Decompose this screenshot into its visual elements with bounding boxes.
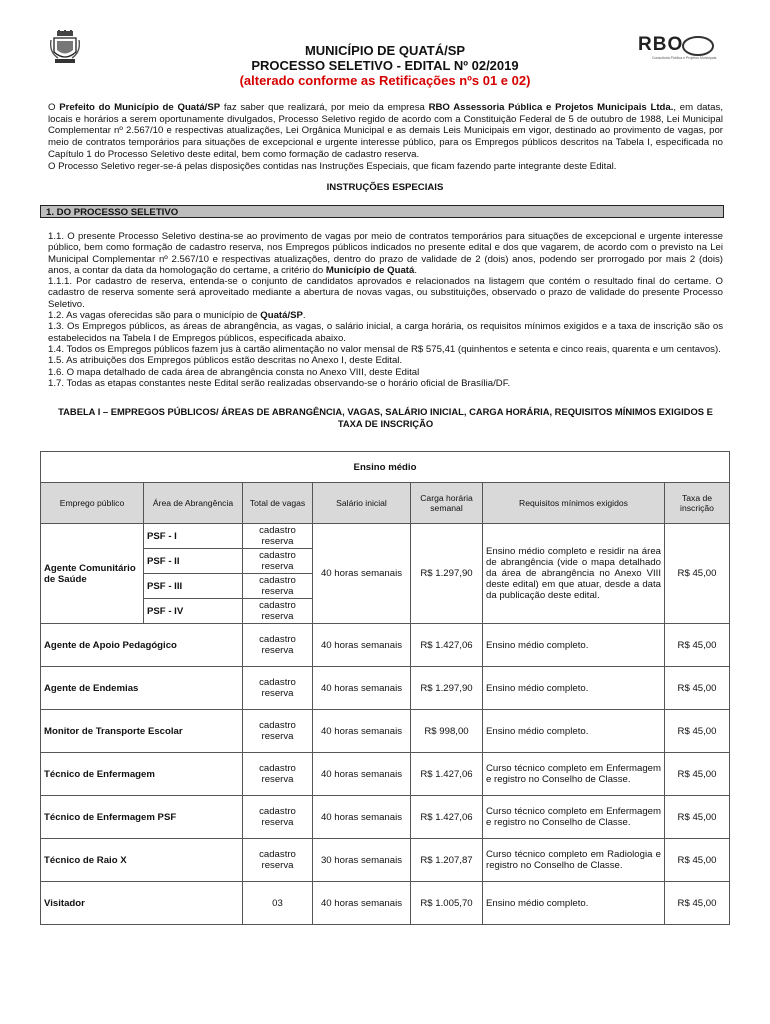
cell-vagas: 03 xyxy=(243,882,313,925)
table-row xyxy=(41,753,730,796)
cell-area: PSF - II xyxy=(144,549,243,574)
item-1-3: 1.3. Os Empregos públicos, as áreas de abrangência, as vagas, o salário inicial, a carga horária, os requisitos mínimos exigidos e a taxa de inscrição são os estabelecidos na Tabela I de Empregos públicos, especificada abaixo. xyxy=(48,321,723,344)
cell-vagas: cadastro reserva xyxy=(243,839,313,882)
cell-emprego: Agente Comunitário de Saúde xyxy=(41,524,144,624)
item-1-6: 1.6. O mapa detalhado de cada área de abrangência consta no Anexo VIII, deste Edital xyxy=(48,366,420,378)
cell-requisitos: Ensino médio completo e residir na área de abrangência (vide o mapa detalhado da área de abrangência no Anexo VIII deste edital) em que atuar, desde a data da publicação deste edital. xyxy=(483,524,665,624)
intro-paragraph-1: O Prefeito do Município de Quatá/SP faz saber que realizará, por meio da empresa RBO Assessoria Pública e Projetos Municipais Ltda., em datas, locais e horários a serem oportunamente divulgados, Processo Seletivo regido de acordo com a Constituição Federal de 5 de outubro de 1988, Lei Municipal Complementar nº 2.567/10 e respectivas atualizações, Lei Orgânica Municipal e as demais Leis Municipais em vigor, destinado ao provimento de vagas, por meio de contratos temporários para situações de excepcional e urgente interesse público, para os Empregos públicos descritos na Tabela I, especificada no Capítulo 1 do Processo Seletivo deste edital, bem como formação de cadastro reserva. xyxy=(48,102,723,160)
col-header-area: Área de Abrangência xyxy=(144,483,243,524)
cell-vagas: cadastro reserva xyxy=(243,524,313,549)
table-row xyxy=(41,710,730,753)
cell-vagas: cadastro reserva xyxy=(243,796,313,839)
cell-horas: 30 horas semanais xyxy=(313,839,411,882)
cell-emprego: Agente de Endemias xyxy=(41,667,243,710)
cell-taxa: R$ 45,00 xyxy=(665,753,730,796)
cell-taxa: R$ 45,00 xyxy=(665,524,730,624)
intro-paragraphs xyxy=(48,102,723,172)
cell-emprego: Monitor de Transporte Escolar xyxy=(41,710,243,753)
section-heading: 1. DO PROCESSO SELETIVO xyxy=(40,205,724,218)
header-municipality: MUNICÍPIO DE QUATÁ/SP xyxy=(304,43,466,58)
cell-valor: R$ 998,00 xyxy=(411,710,483,753)
cell-requisitos: Curso técnico completo em Radiologia e registro no Conselho de Classe. xyxy=(483,839,665,882)
rbo-logo-text: RBO xyxy=(638,34,684,55)
item-1-7: 1.7. Todas as etapas constantes neste Edital serão realizadas observando-se o horário oficial de Brasília/DF. xyxy=(48,377,511,389)
cell-vagas: cadastro reserva xyxy=(243,667,313,710)
jobs-table xyxy=(40,451,730,925)
cell-requisitos: Ensino médio completo. xyxy=(483,710,665,753)
cell-horas: 40 horas semanais xyxy=(313,624,411,667)
item-1-2: 1.2. As vagas oferecidas são para o município de Quatá/SP. xyxy=(48,310,306,322)
cell-horas: 40 horas semanais xyxy=(313,796,411,839)
cell-horas: 40 horas semanais xyxy=(313,524,411,624)
cell-requisitos: Ensino médio completo. xyxy=(483,624,665,667)
cell-emprego: Técnico de Enfermagem PSF xyxy=(41,796,243,839)
cell-area: PSF - IV xyxy=(144,599,243,624)
cell-valor: R$ 1.427,06 xyxy=(411,753,483,796)
col-header-taxa: Taxa de inscrição xyxy=(665,483,730,524)
cell-vagas: cadastro reserva xyxy=(243,549,313,574)
document-header xyxy=(0,43,770,88)
col-header-vagas: Total de vagas xyxy=(243,483,313,524)
col-header-salario: Salário inicial xyxy=(313,483,411,524)
cell-valor: R$ 1.427,06 xyxy=(411,796,483,839)
header-amendment: (alterado conforme as Retificações nºs 01 e 02) xyxy=(239,73,531,88)
cell-horas: 40 horas semanais xyxy=(313,753,411,796)
cell-taxa: R$ 45,00 xyxy=(665,839,730,882)
item-1-4: 1.4. Todos os Empregos públicos fazem jus à cartão alimentação no valor mensal de R$ 575,41 (quinhentos e setenta e cinco reais, quarenta e um centavos). xyxy=(48,343,721,355)
col-header-requisitos: Requisitos mínimos exigidos xyxy=(483,483,665,524)
cell-taxa: R$ 45,00 xyxy=(665,624,730,667)
table-row xyxy=(41,839,730,882)
instructions-title: INSTRUÇÕES ESPECIAIS xyxy=(326,182,444,193)
cell-taxa: R$ 45,00 xyxy=(665,710,730,753)
cell-taxa: R$ 45,00 xyxy=(665,667,730,710)
header-edital: PROCESSO SELETIVO - EDITAL Nº 02/2019 xyxy=(251,58,519,73)
cell-requisitos: Curso técnico completo em Enfermagem e registro no Conselho de Classe. xyxy=(483,796,665,839)
cell-vagas: cadastro reserva xyxy=(243,710,313,753)
table-row xyxy=(41,524,730,549)
cell-taxa: R$ 45,00 xyxy=(665,796,730,839)
cell-horas: 40 horas semanais xyxy=(313,710,411,753)
intro-paragraph-2: O Processo Seletivo reger-se-á pelas disposições contidas nas Instruções Especiais, que ficam fazendo parte integrante deste Edital. xyxy=(48,160,617,172)
cell-vagas: cadastro reserva xyxy=(243,753,313,796)
cell-emprego: Agente de Apoio Pedagógico xyxy=(41,624,243,667)
table-row xyxy=(41,882,730,925)
table-group-header: Ensino médio xyxy=(41,452,730,483)
table-row xyxy=(41,624,730,667)
item-1-5: 1.5. As atribuições dos Empregos públicos estão descritas no Anexo I, deste Edital. xyxy=(48,355,403,367)
cell-valor: R$ 1.207,87 xyxy=(411,839,483,882)
cell-requisitos: Curso técnico completo em Enfermagem e registro no Conselho de Classe. xyxy=(483,753,665,796)
table-title: TABELA I – EMPREGOS PÚBLICOS/ ÁREAS DE ABRANGÊNCIA, VAGAS, SALÁRIO INICIAL, CARGA HORÁRIA, REQUISITOS MÍNIMOS EXIGIDOS E TAXA DE INSCRIÇÃO xyxy=(58,406,713,429)
cell-vagas: cadastro reserva xyxy=(243,599,313,624)
section-body xyxy=(48,231,723,389)
cell-area: PSF - III xyxy=(144,574,243,599)
cell-valor: R$ 1.297,90 xyxy=(411,524,483,624)
item-1-1: 1.1. O presente Processo Seletivo destina-se ao provimento de vagas por meio de contratos temporários para situações de excepcional e urgente interesse público, bem como formação de cadastro reserva, nos Empregos públicos indicados no presente edital e dos que vagarem, de acordo com o previsto na Lei Municipal Complementar nº 2.567/10 e respectivas atualizações, dentro do prazo de validade de 2 (dois) anos, podendo ser prorrogado por mais 2 (dois) anos, a contar da data da homologação do certame, a critério do Município de Quatá. xyxy=(48,231,723,276)
cell-valor: R$ 1.005,70 xyxy=(411,882,483,925)
cell-valor: R$ 1.297,90 xyxy=(411,667,483,710)
rbo-logo-tagline: Consultoria Pública e Projetos Municipais xyxy=(652,56,717,60)
cell-requisitos: Ensino médio completo. xyxy=(483,667,665,710)
table-row xyxy=(41,796,730,839)
cell-valor: R$ 1.427,06 xyxy=(411,624,483,667)
cell-area: PSF - I xyxy=(144,524,243,549)
item-1-1-1: 1.1.1. Por cadastro de reserva, entenda-se o conjunto de candidatos aprovados e relacionados na listagem que contém o resultado final do certame. O cadastro de reserva somente será aproveitado mediante a abertura de novas vagas, ou substituições, observado o prazo de validade do presente Processo Seletivo. xyxy=(48,276,723,310)
cell-emprego: Técnico de Raio X xyxy=(41,839,243,882)
col-header-carga: Carga horária semanal xyxy=(411,483,483,524)
cell-horas: 40 horas semanais xyxy=(313,882,411,925)
col-header-emprego: Emprego público xyxy=(41,483,144,524)
cell-emprego: Técnico de Enfermagem xyxy=(41,753,243,796)
cell-emprego: Visitador xyxy=(41,882,243,925)
cell-requisitos: Ensino médio completo. xyxy=(483,882,665,925)
cell-horas: 40 horas semanais xyxy=(313,667,411,710)
cell-vagas: cadastro reserva xyxy=(243,574,313,599)
table-row xyxy=(41,667,730,710)
cell-taxa: R$ 45,00 xyxy=(665,882,730,925)
cell-vagas: cadastro reserva xyxy=(243,624,313,667)
